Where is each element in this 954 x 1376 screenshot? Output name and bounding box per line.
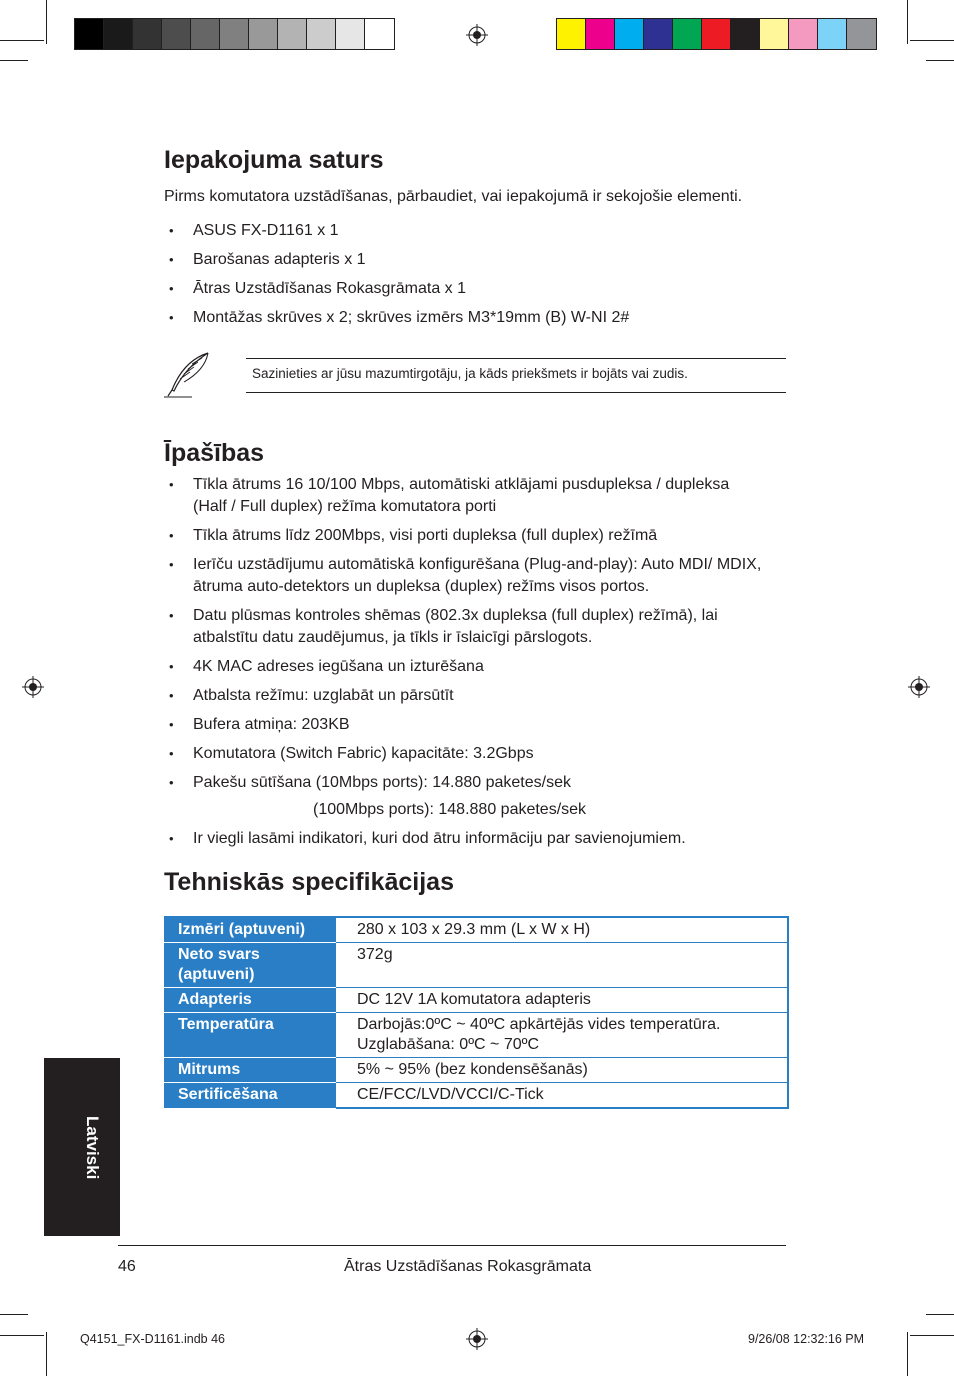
process-swatch: [644, 19, 673, 49]
grayscale-swatch: [278, 19, 307, 49]
registration-mark-icon: [466, 24, 488, 46]
grayscale-swatch: [104, 19, 133, 49]
registration-mark-icon: [466, 1328, 488, 1350]
package-intro: Pirms komutatora uzstādīšanas, pārbaudiet, vai iepakojumā ir sekojošie elementi.: [164, 188, 743, 205]
features-list: [164, 474, 764, 801]
list-item: • Ir viegli lasāmi indikatori, kuri dod ātru informāciju par savienojumiem.: [164, 828, 804, 850]
grayscale-swatch: [249, 19, 278, 49]
grayscale-swatch: [191, 19, 220, 49]
note-bottom-rule: [246, 392, 786, 393]
spec-value: Darbojās:0ºC ~ 40ºC apkārtējās vides temperatūra. Uzglabāšana: 0ºC ~ 70ºC: [336, 1013, 788, 1058]
footer-title: Ātras Uzstādīšanas Rokasgrāmata: [344, 1258, 592, 1275]
grayscale-swatch: [307, 19, 336, 49]
grayscale-swatch: [220, 19, 249, 49]
grayscale-swatch: [365, 19, 394, 49]
registration-mark-icon: [908, 676, 930, 698]
process-color-bar: [556, 18, 877, 50]
section-title-package-contents: Iepakojuma saturs: [164, 146, 384, 174]
spec-key: Neto svars (aptuveni): [164, 943, 336, 988]
table-row: [164, 1083, 788, 1109]
spec-key: Adapteris: [164, 988, 336, 1013]
list-item: • Montāžas skrūves x 2; skrūves izmērs M3*19mm (B) W-NI 2#: [164, 307, 794, 329]
grayscale-swatch: [75, 19, 104, 49]
table-row: [164, 988, 788, 1013]
list-item: • Atbalsta režīmu: uzglabāt un pārsūtīt: [164, 685, 764, 707]
footer-rule: [118, 1245, 786, 1246]
spec-key: Temperatūra: [164, 1013, 336, 1058]
slug-file: Q4151_FX-D1161.indb 46: [80, 1332, 226, 1346]
spec-value: DC 12V 1A komutatora adapteris: [336, 988, 788, 1013]
list-item: • Tīkla ātrums 16 10/100 Mbps, automātiski atklājami pusdupleksa / dupleksa (Half / Full duplex) režīma komutatora porti: [164, 474, 764, 518]
spec-value: 280 x 103 x 29.3 mm (L x W x H): [336, 917, 788, 943]
spec-key: Sertificēšana: [164, 1083, 336, 1109]
process-swatch: [557, 19, 586, 49]
grayscale-color-bar: [74, 18, 395, 50]
spec-key: Izmēri (aptuveni): [164, 917, 336, 943]
feather-pen-icon: [162, 350, 214, 400]
spec-value: 5% ~ 95% (bez kondensēšanās): [336, 1058, 788, 1083]
spec-value: 372g: [336, 943, 788, 988]
section-title-specifications: Tehniskās specifikācijas: [164, 868, 454, 896]
table-row: [164, 1013, 788, 1058]
list-item: • ASUS FX-D1161 x 1: [164, 220, 794, 242]
list-item: • Tīkla ātrums līdz 200Mbps, visi porti dupleksa (full duplex) režīmā: [164, 525, 764, 547]
process-swatch: [847, 19, 876, 49]
list-item: • Ierīču uzstādījumu automātiskā konfigurēšana (Plug-and-play): Auto MDI/ MDIX, ātruma auto-detektors un dupleksa (duplex) režīms visos portos.: [164, 554, 764, 598]
features-list-last: [164, 828, 804, 850]
list-item: • Komutatora (Switch Fabric) kapacitāte: 3.2Gbps: [164, 743, 764, 765]
table-row: [164, 917, 788, 943]
slug-datetime: 9/26/08 12:32:16 PM: [748, 1332, 865, 1346]
list-item: • Barošanas adapteris x 1: [164, 249, 794, 271]
language-side-tab-label: Latviski: [83, 1116, 102, 1180]
note-text: Sazinieties ar jūsu mazumtirgotāju, ja kāds priekšmets ir bojāts vai zudis.: [252, 366, 688, 381]
spec-table: [164, 916, 789, 1109]
section-title-features: Īpašības: [164, 439, 265, 467]
process-swatch: [673, 19, 702, 49]
grayscale-swatch: [336, 19, 365, 49]
package-list: [164, 220, 794, 329]
process-swatch: [702, 19, 731, 49]
list-item-continuation: (100Mbps ports): 148.880 paketes/sek: [313, 801, 587, 818]
process-swatch: [615, 19, 644, 49]
list-item: • 4K MAC adreses iegūšana un izturēšana: [164, 656, 764, 678]
process-swatch: [586, 19, 615, 49]
table-row: [164, 1058, 788, 1083]
list-item: • Datu plūsmas kontroles shēmas (802.3x dupleksa (full duplex) režīmā), lai atbalstītu datu zaudējumus, ja tīkls ir īslaicīgi pārslogots.: [164, 605, 764, 649]
grayscale-swatch: [162, 19, 191, 49]
list-item: • Pakešu sūtīšana (10Mbps ports): 14.880 paketes/sek: [164, 772, 764, 794]
table-row: [164, 943, 788, 988]
process-swatch: [760, 19, 789, 49]
registration-mark-icon: [22, 676, 44, 698]
page-number: 46: [118, 1258, 136, 1275]
list-item: • Bufera atmiņa: 203KB: [164, 714, 764, 736]
process-swatch: [818, 19, 847, 49]
spec-value: CE/FCC/LVD/VCCI/C-Tick: [336, 1083, 788, 1109]
process-swatch: [789, 19, 818, 49]
note-top-rule: [246, 358, 786, 359]
list-item: • Ātras Uzstādīšanas Rokasgrāmata x 1: [164, 278, 794, 300]
spec-key: Mitrums: [164, 1058, 336, 1083]
process-swatch: [731, 19, 760, 49]
grayscale-swatch: [133, 19, 162, 49]
